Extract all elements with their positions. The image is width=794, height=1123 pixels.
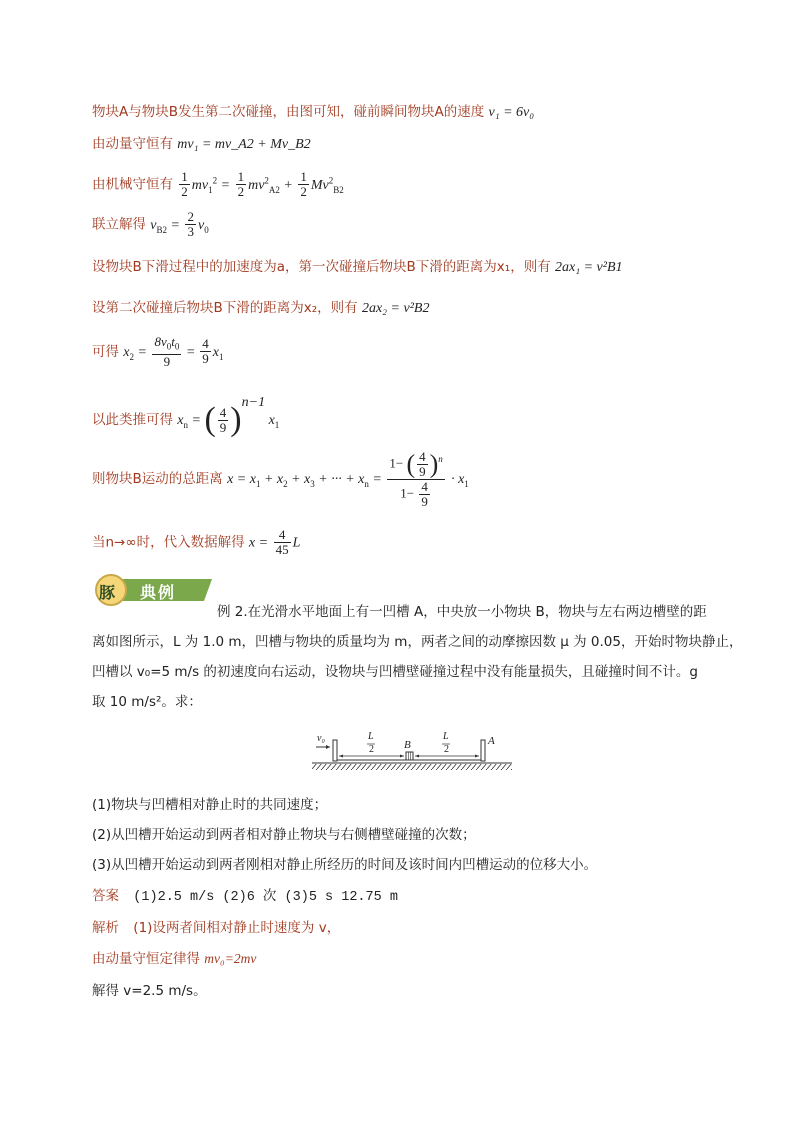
text: 当n→∞时，代入数据解得: [92, 534, 245, 551]
badge-label: 典例: [140, 583, 177, 602]
analysis-line-3: 解得 v=2.5 m/s。: [92, 983, 207, 999]
analysis-label: 解析: [92, 920, 119, 936]
example-line-3: 凹槽以 v₀=5 m/s 的初速度向右运动，设物块与凹槽壁碰撞过程中没有能量损失，且碰撞时间不计。g: [92, 664, 698, 680]
question-3: (3)从凹槽开始运动到两者刚相对静止所经历的时间及该时间内凹槽运动的位移大小。: [92, 857, 598, 873]
text: 物块A与物块B发生第二次碰撞，由图可知，碰前瞬间物块A的速度: [92, 104, 485, 120]
solution-line-5: [92, 257, 623, 278]
solution-line-9: 则物块B运动的总距离 $x = x_1 + x_2 + x_3$ + ··· + $x_n$ = 1− ( $\frac{4}{9}$ )$^n$ 1− $\frac{4}{9}$ · $x_1$: [92, 448, 469, 509]
solution-line-7: 可得 $x_2$ = $\frac{8v_0t_0}{9}$ = $\frac{4}{9}$ $x_1$: [92, 334, 224, 369]
label-L-right: L: [443, 731, 449, 742]
label-A: A: [488, 735, 495, 747]
example-line-4: 取 10 m/s²。求：: [92, 694, 202, 710]
text: 由动量守恒定律得: [92, 951, 200, 967]
answer-text: (1)2.5 m/s (2)6 次 (3)5 s 12.75 m: [133, 890, 398, 905]
text: 由动量守恒有: [92, 136, 173, 152]
example-line-2: 离如图所示，L 为 1.0 m，凹槽与物块的质量均为 m，两者之间的动摩擦因数 μ 为 0.05，开始时物块静止，: [92, 634, 743, 650]
question-2: (2)从凹槽开始运动到两者相对静止物块与右侧槽壁碰撞的次数；: [92, 827, 476, 843]
analysis-line-2: [92, 944, 256, 974]
label-L-left: L: [368, 731, 374, 742]
text: 联立解得: [92, 216, 146, 233]
solution-line-1: [92, 102, 534, 123]
formula: 2ax₁ = v²B1: [555, 260, 623, 275]
text: 设第二次碰撞后物块B下滑的距离为x₂，则有: [92, 300, 358, 316]
label-2-right: 2: [444, 744, 449, 755]
groove-diagram: [312, 727, 512, 775]
example-intro: 例 2.在光滑水平地面上有一凹槽 A，中央放一小物块 B，物块与左右两边槽壁的距: [217, 604, 707, 620]
badge-icon: 豚: [99, 583, 116, 602]
solution-line-3: [92, 166, 344, 203]
solution-line-8: 以此类推可得 $x_n$ = ( $\frac{4}{9}$ )$^{n-1}$ $x_1$: [92, 395, 280, 438]
answer-line: [92, 881, 398, 913]
energy-equation: $\frac{1}{2}$ $mv_1^2$ = $\frac{1}{2}$ $mv^2_{A2}$ + $\frac{1}{2}$ $Mv^2_{B2}$: [181, 169, 344, 200]
formula: v₁ = 6v₀: [488, 105, 535, 120]
formula: mv₀=2mv: [204, 951, 257, 966]
answer-label: 答案: [92, 888, 119, 904]
solution-line-10: 当n→∞时，代入数据解得 x = $\frac{4}{45}$ L: [92, 527, 301, 557]
text: 以此类推可得: [92, 412, 173, 428]
text: 由机械守恒有: [92, 176, 173, 193]
example-badge: [92, 573, 217, 607]
analysis-line-1: [92, 913, 340, 943]
formula: mv₁ = mv_A2 + Mv_B2: [177, 137, 311, 152]
text: 可得: [92, 343, 119, 360]
formula: 2ax₂ = v²B2: [361, 301, 430, 316]
label-v0: v₀: [317, 733, 325, 744]
question-1: (1)物块与凹槽相对静止时的共同速度；: [92, 797, 328, 813]
text: 设物块B下滑过程中的加速度为a，第一次碰撞后物块B下滑的距离为x₁，则有: [92, 259, 551, 275]
solution-line-2: [92, 134, 311, 155]
solution-line-4: 联立解得 $v_{B2}$ = $\frac{2}{3}$ $v_0$: [92, 209, 209, 239]
analysis-text: (1)设两者间相对静止时速度为 v，: [133, 920, 341, 936]
text: 则物块B运动的总距离: [92, 471, 223, 487]
solution-line-6: [92, 298, 429, 319]
label-B: B: [404, 739, 411, 751]
figure: [312, 727, 512, 775]
label-2-left: 2: [369, 744, 374, 755]
